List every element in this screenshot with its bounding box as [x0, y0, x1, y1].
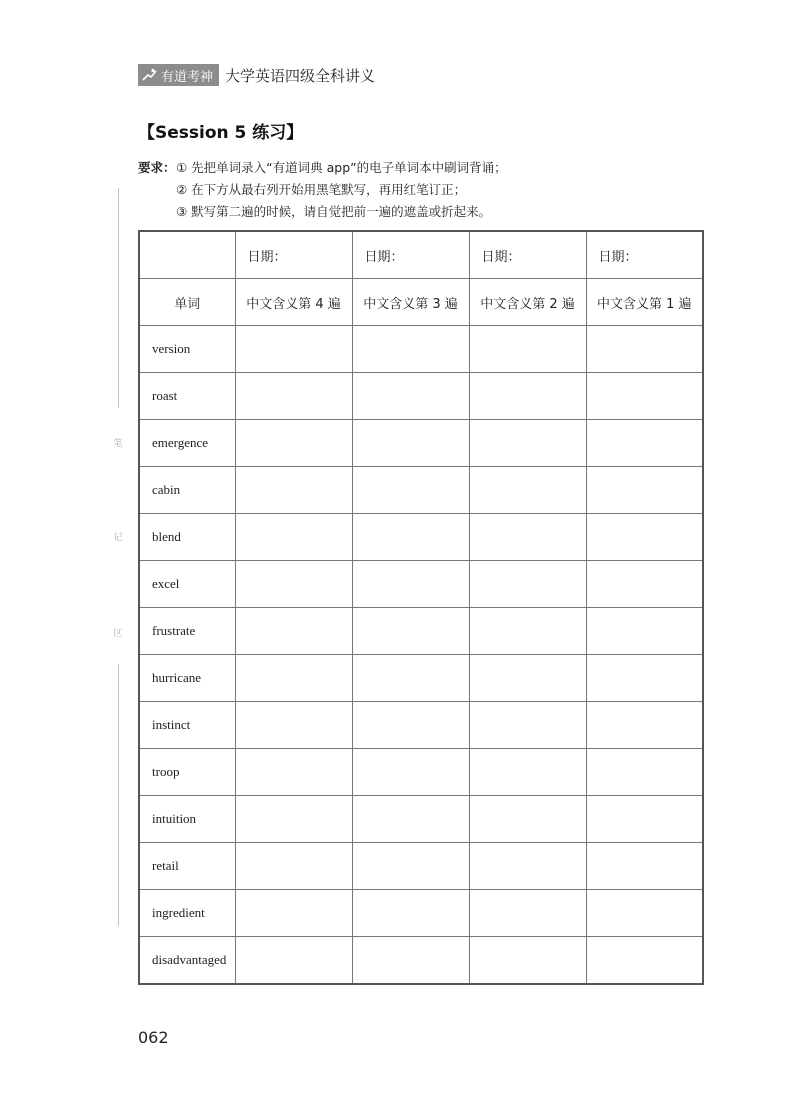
table-row	[139, 467, 703, 514]
meaning-answer-cell[interactable]	[586, 608, 703, 655]
requirements-label: 要求：	[138, 160, 176, 175]
meaning-answer-cell[interactable]	[352, 702, 469, 749]
meaning-answer-cell[interactable]	[469, 937, 586, 985]
meaning-answer-cell[interactable]	[469, 702, 586, 749]
meaning-answer-cell[interactable]	[586, 373, 703, 420]
notes-margin-label: 区	[113, 629, 123, 639]
date-field[interactable]: 日期：	[586, 231, 703, 279]
meaning-answer-cell[interactable]	[586, 655, 703, 702]
meaning-answer-cell[interactable]	[235, 937, 352, 985]
meaning-answer-cell[interactable]	[235, 655, 352, 702]
book-title: 大学英语四级全科讲义	[225, 66, 376, 85]
meaning-answer-cell[interactable]	[235, 890, 352, 937]
meaning-answer-cell[interactable]	[352, 373, 469, 420]
notes-margin-rule	[118, 664, 119, 926]
word-cell: frustrate	[139, 608, 235, 655]
meaning-answer-cell[interactable]	[352, 467, 469, 514]
page-header	[138, 64, 375, 86]
meaning-answer-cell[interactable]	[469, 420, 586, 467]
meaning-answer-cell[interactable]	[352, 843, 469, 890]
meaning-answer-cell[interactable]	[235, 561, 352, 608]
meaning-answer-cell[interactable]	[586, 326, 703, 373]
meaning-answer-cell[interactable]	[352, 937, 469, 985]
vocab-table	[138, 230, 704, 985]
table-row	[139, 890, 703, 937]
meaning-answer-cell[interactable]	[352, 420, 469, 467]
meaning-answer-cell[interactable]	[586, 702, 703, 749]
table-row	[139, 373, 703, 420]
meaning-answer-cell[interactable]	[586, 937, 703, 985]
session-title: 【Session 5 练习】	[138, 123, 304, 143]
word-column-header: 单词	[139, 279, 235, 326]
meaning-answer-cell[interactable]	[469, 326, 586, 373]
meaning-answer-cell[interactable]	[469, 467, 586, 514]
word-cell: ingredient	[139, 890, 235, 937]
notes-margin-label: 笔	[113, 439, 123, 449]
meaning-answer-cell[interactable]	[235, 796, 352, 843]
date-field[interactable]: 日期：	[235, 231, 352, 279]
table-row	[139, 937, 703, 985]
meaning-column-header: 中文含义第 1 遍	[586, 279, 703, 326]
word-cell: excel	[139, 561, 235, 608]
page-number: 062	[138, 1028, 169, 1047]
meaning-answer-cell[interactable]	[469, 373, 586, 420]
meaning-answer-cell[interactable]	[352, 796, 469, 843]
word-cell: instinct	[139, 702, 235, 749]
meaning-answer-cell[interactable]	[586, 796, 703, 843]
meaning-answer-cell[interactable]	[469, 561, 586, 608]
table-row	[139, 749, 703, 796]
table-row	[139, 514, 703, 561]
brand-name: 有道考神	[161, 69, 214, 85]
meaning-answer-cell[interactable]	[235, 420, 352, 467]
word-cell: blend	[139, 514, 235, 561]
meaning-answer-cell[interactable]	[469, 843, 586, 890]
meaning-answer-cell[interactable]	[469, 655, 586, 702]
meaning-answer-cell[interactable]	[235, 514, 352, 561]
word-cell: emergence	[139, 420, 235, 467]
word-cell: cabin	[139, 467, 235, 514]
meaning-answer-cell[interactable]	[235, 467, 352, 514]
requirements	[138, 157, 507, 223]
requirement-item: ③ 默写第二遍的时候，请自觉把前一遍的遮盖或折起来。	[176, 204, 492, 219]
table-row	[139, 420, 703, 467]
notes-margin-rule	[118, 188, 119, 408]
meaning-answer-cell[interactable]	[352, 608, 469, 655]
meaning-answer-cell[interactable]	[586, 514, 703, 561]
meaning-column-header: 中文含义第 3 遍	[352, 279, 469, 326]
header-row	[139, 279, 703, 326]
meaning-answer-cell[interactable]	[235, 608, 352, 655]
meaning-answer-cell[interactable]	[352, 749, 469, 796]
requirement-item: ② 在下方从最右列开始用黑笔默写，再用红笔订正；	[176, 182, 467, 197]
requirement-item: ① 先把单词录入“有道词典 app”的电子单词本中刷词背诵；	[176, 160, 507, 175]
brand-logo	[138, 64, 219, 86]
meaning-answer-cell[interactable]	[235, 749, 352, 796]
meaning-answer-cell[interactable]	[352, 890, 469, 937]
table-row	[139, 326, 703, 373]
meaning-answer-cell[interactable]	[469, 749, 586, 796]
meaning-answer-cell[interactable]	[586, 890, 703, 937]
meaning-answer-cell[interactable]	[235, 702, 352, 749]
meaning-column-header: 中文含义第 4 遍	[235, 279, 352, 326]
word-cell: version	[139, 326, 235, 373]
meaning-answer-cell[interactable]	[469, 796, 586, 843]
table-row	[139, 796, 703, 843]
meaning-answer-cell[interactable]	[586, 843, 703, 890]
table-row	[139, 843, 703, 890]
meaning-answer-cell[interactable]	[586, 749, 703, 796]
meaning-column-header: 中文含义第 2 遍	[469, 279, 586, 326]
table-row	[139, 702, 703, 749]
meaning-answer-cell[interactable]	[469, 890, 586, 937]
word-rows	[139, 326, 703, 985]
word-cell: roast	[139, 373, 235, 420]
meaning-answer-cell[interactable]	[469, 608, 586, 655]
meaning-answer-cell[interactable]	[352, 326, 469, 373]
meaning-answer-cell[interactable]	[235, 326, 352, 373]
meaning-answer-cell[interactable]	[352, 655, 469, 702]
word-cell: troop	[139, 749, 235, 796]
meaning-answer-cell[interactable]	[586, 467, 703, 514]
meaning-answer-cell[interactable]	[586, 420, 703, 467]
table-row	[139, 608, 703, 655]
meaning-answer-cell[interactable]	[352, 561, 469, 608]
date-field[interactable]: 日期：	[469, 231, 586, 279]
word-cell: disadvantaged	[139, 937, 235, 985]
notes-margin-label: 记	[113, 533, 123, 543]
runner-icon	[142, 68, 158, 82]
meaning-answer-cell[interactable]	[469, 514, 586, 561]
table-row	[139, 561, 703, 608]
date-row	[139, 231, 703, 279]
meaning-answer-cell[interactable]	[586, 561, 703, 608]
empty-corner-cell	[139, 231, 235, 279]
meaning-answer-cell[interactable]	[235, 373, 352, 420]
table-row	[139, 655, 703, 702]
meaning-answer-cell[interactable]	[235, 843, 352, 890]
word-cell: intuition	[139, 796, 235, 843]
meaning-answer-cell[interactable]	[352, 514, 469, 561]
word-cell: retail	[139, 843, 235, 890]
date-field[interactable]: 日期：	[352, 231, 469, 279]
word-cell: hurricane	[139, 655, 235, 702]
